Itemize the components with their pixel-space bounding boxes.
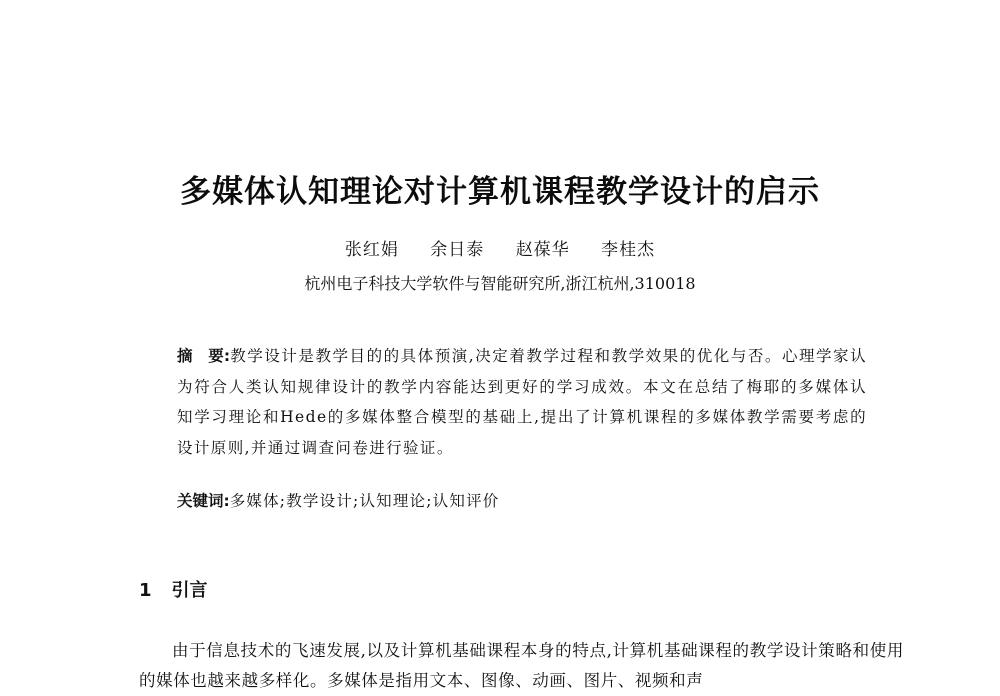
- section-title: 引言: [171, 580, 208, 601]
- author-name: 余日泰: [430, 240, 485, 260]
- keywords-text: 多媒体;教学设计;认知理论;认知评价: [229, 492, 500, 510]
- abstract-label: 摘 要:: [177, 347, 231, 365]
- abstract: [177, 341, 867, 463]
- section-heading: [139, 578, 208, 604]
- author-list: [0, 238, 1000, 262]
- keywords-label: 关键词:: [177, 492, 230, 510]
- keywords: [177, 488, 867, 514]
- author-name: 张红娟: [344, 240, 399, 260]
- body-paragraph: 由于信息技术的飞速发展,以及计算机基础课程本身的特点,计算机基础课程的教学设计策略和使用的媒体也越来越多样化。多媒体是指用文本、图像、动画、图片、视频和声: [139, 641, 904, 690]
- author-name: 李桂杰: [601, 240, 656, 260]
- author-name: 赵葆华: [515, 240, 570, 260]
- affiliation: 杭州电子科技大学软件与智能研究所,浙江杭州,310018: [304, 274, 696, 293]
- paper-title: 多媒体认知理论对计算机课程教学设计的启示: [180, 174, 820, 210]
- abstract-text: 教学设计是教学目的的具体预演,决定着教学过程和教学效果的优化与否。心理学家认为符合人类认知规律设计的教学内容能达到更好的学习成效。本文在总结了梅耶的多媒体认知学习理论和Hede的多媒体整合模型的基础上,提出了计算机课程的多媒体教学需要考虑的设计原则,并通过调查问卷进行验证。: [177, 347, 867, 457]
- section-number: 1: [139, 580, 152, 601]
